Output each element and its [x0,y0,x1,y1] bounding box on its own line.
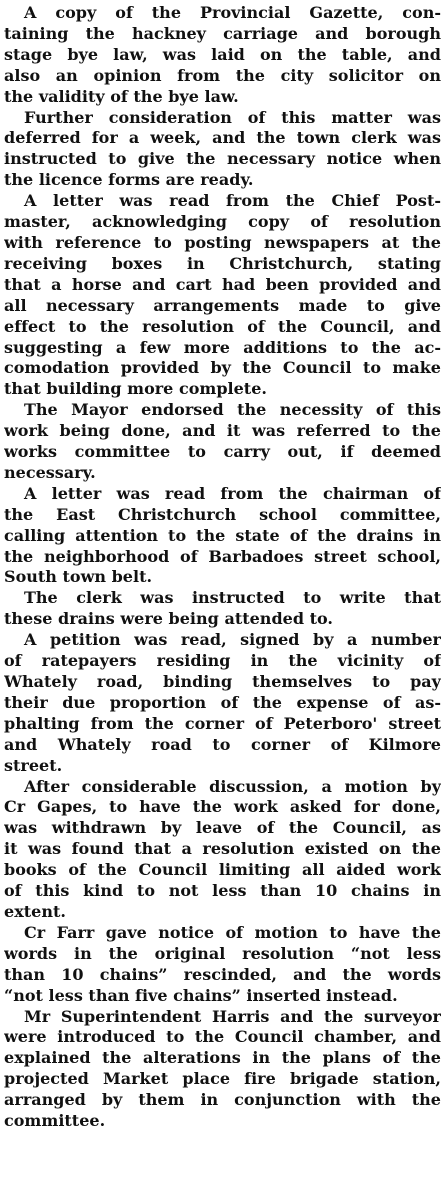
text-line: extent. [4,901,66,921]
text-line: street. [4,755,63,775]
text-line: that building more complete. [4,379,267,399]
text-line: effect to the resolution of the Council, and [4,316,441,336]
text-line: it was found that a resolution existed on the [4,839,441,859]
text-line: Mr Superintendent Harris and the surveyor [24,1006,441,1026]
text-line: than 10 chains” rescinded, and the words [4,964,441,984]
text-line: were introduced to the Council chamber, and [4,1027,441,1047]
text-line: books of the Council limiting all aided work [4,860,441,880]
text-line: receiving boxes in Christchurch, stating [4,253,441,273]
text-line: phalting from the corner of Peterboro' street [4,713,441,733]
text-line: necessary. [4,462,96,482]
text-line: calling attention to the state of the drains in [4,525,441,545]
text-line: The clerk was instructed to write that [24,588,441,608]
text-line: Whately road, binding themselves to pay [4,672,441,691]
text-line: After considerable discussion, a motion by [24,776,441,796]
paragraph-further-consideration [4,108,441,192]
text-line: the validity of the bye law. [4,86,239,106]
text-line: was withdrawn by leave of the Council, as [4,818,441,838]
paragraph-petition [4,630,441,776]
text-line: committee. [4,1111,106,1131]
paragraph-notice-of-motion [4,923,441,1007]
text-line: of ratepayers residing in the vicinity of [4,651,441,671]
text-line: A copy of the Provincial Gazette, con- [24,3,441,22]
paragraph-postmaster-letter [4,191,441,400]
text-line: South town belt. [4,567,153,587]
text-line: the East Christchurch school committee, [4,504,441,524]
text-line: master, acknowledging copy of resolution [4,212,441,232]
text-line: the neighborhood of Barbadoes street school, [4,546,441,566]
text-line: the licence forms are ready. [4,170,254,190]
paragraph-gazette-copy [4,3,441,108]
text-line: instructed to give the necessary notice when [4,149,441,169]
text-line: comodation provided by the Council to make [4,358,441,378]
paragraph-clerk-instructed [4,588,441,630]
text-line: “not less than five chains” inserted instead. [4,985,398,1005]
text-line: with reference to posting newspapers at the [4,232,441,252]
text-line: words in the original resolution “not less [4,943,441,963]
text-line: stage bye law, was laid on the table, and [4,44,441,64]
text-line: Further consideration of this matter was [24,107,441,127]
text-line: A petition was read, signed by a number [24,630,441,650]
text-line: projected Market place fire brigade station, [4,1069,441,1089]
text-line: deferred for a week, and the town clerk was [4,128,441,148]
text-line: all necessary arrangements made to give [4,295,441,315]
text-line: of this kind to not less than 10 chains in [4,881,441,901]
paragraph-motion-withdrawn [4,777,441,923]
text-line: these drains were being attended to. [4,609,334,629]
text-line: explained the alterations in the plans of the [4,1048,441,1068]
paragraph-mayor-endorsed [4,400,441,484]
text-line: their due proportion of the expense of as- [4,692,441,712]
text-line: taining the hackney carriage and borough [4,23,441,43]
text-line: arranged by them in conjunction with the [4,1090,441,1110]
paragraph-fire-brigade-station [4,1007,441,1132]
text-line: Cr Farr gave notice of motion to have the [24,922,441,942]
text-line: also an opinion from the city solicitor on [4,65,441,85]
text-line: Cr Gapes, to have the work asked for done, [4,797,441,817]
text-line: that a horse and cart had been provided and [4,274,441,294]
text-line: A letter was read from the Chief Post- [24,191,441,211]
text-line: The Mayor endorsed the necessity of this [24,400,441,420]
text-line: work being done, and it was referred to the [4,421,441,441]
paragraph-school-committee-letter [4,484,441,589]
text-line: works committee to carry out, if deemed [4,442,441,462]
text-line: suggesting a few more additions to the ac- [4,337,441,357]
text-line: A letter was read from the chairman of [24,483,441,503]
text-line: and Whately road to corner of Kilmore [4,734,441,754]
